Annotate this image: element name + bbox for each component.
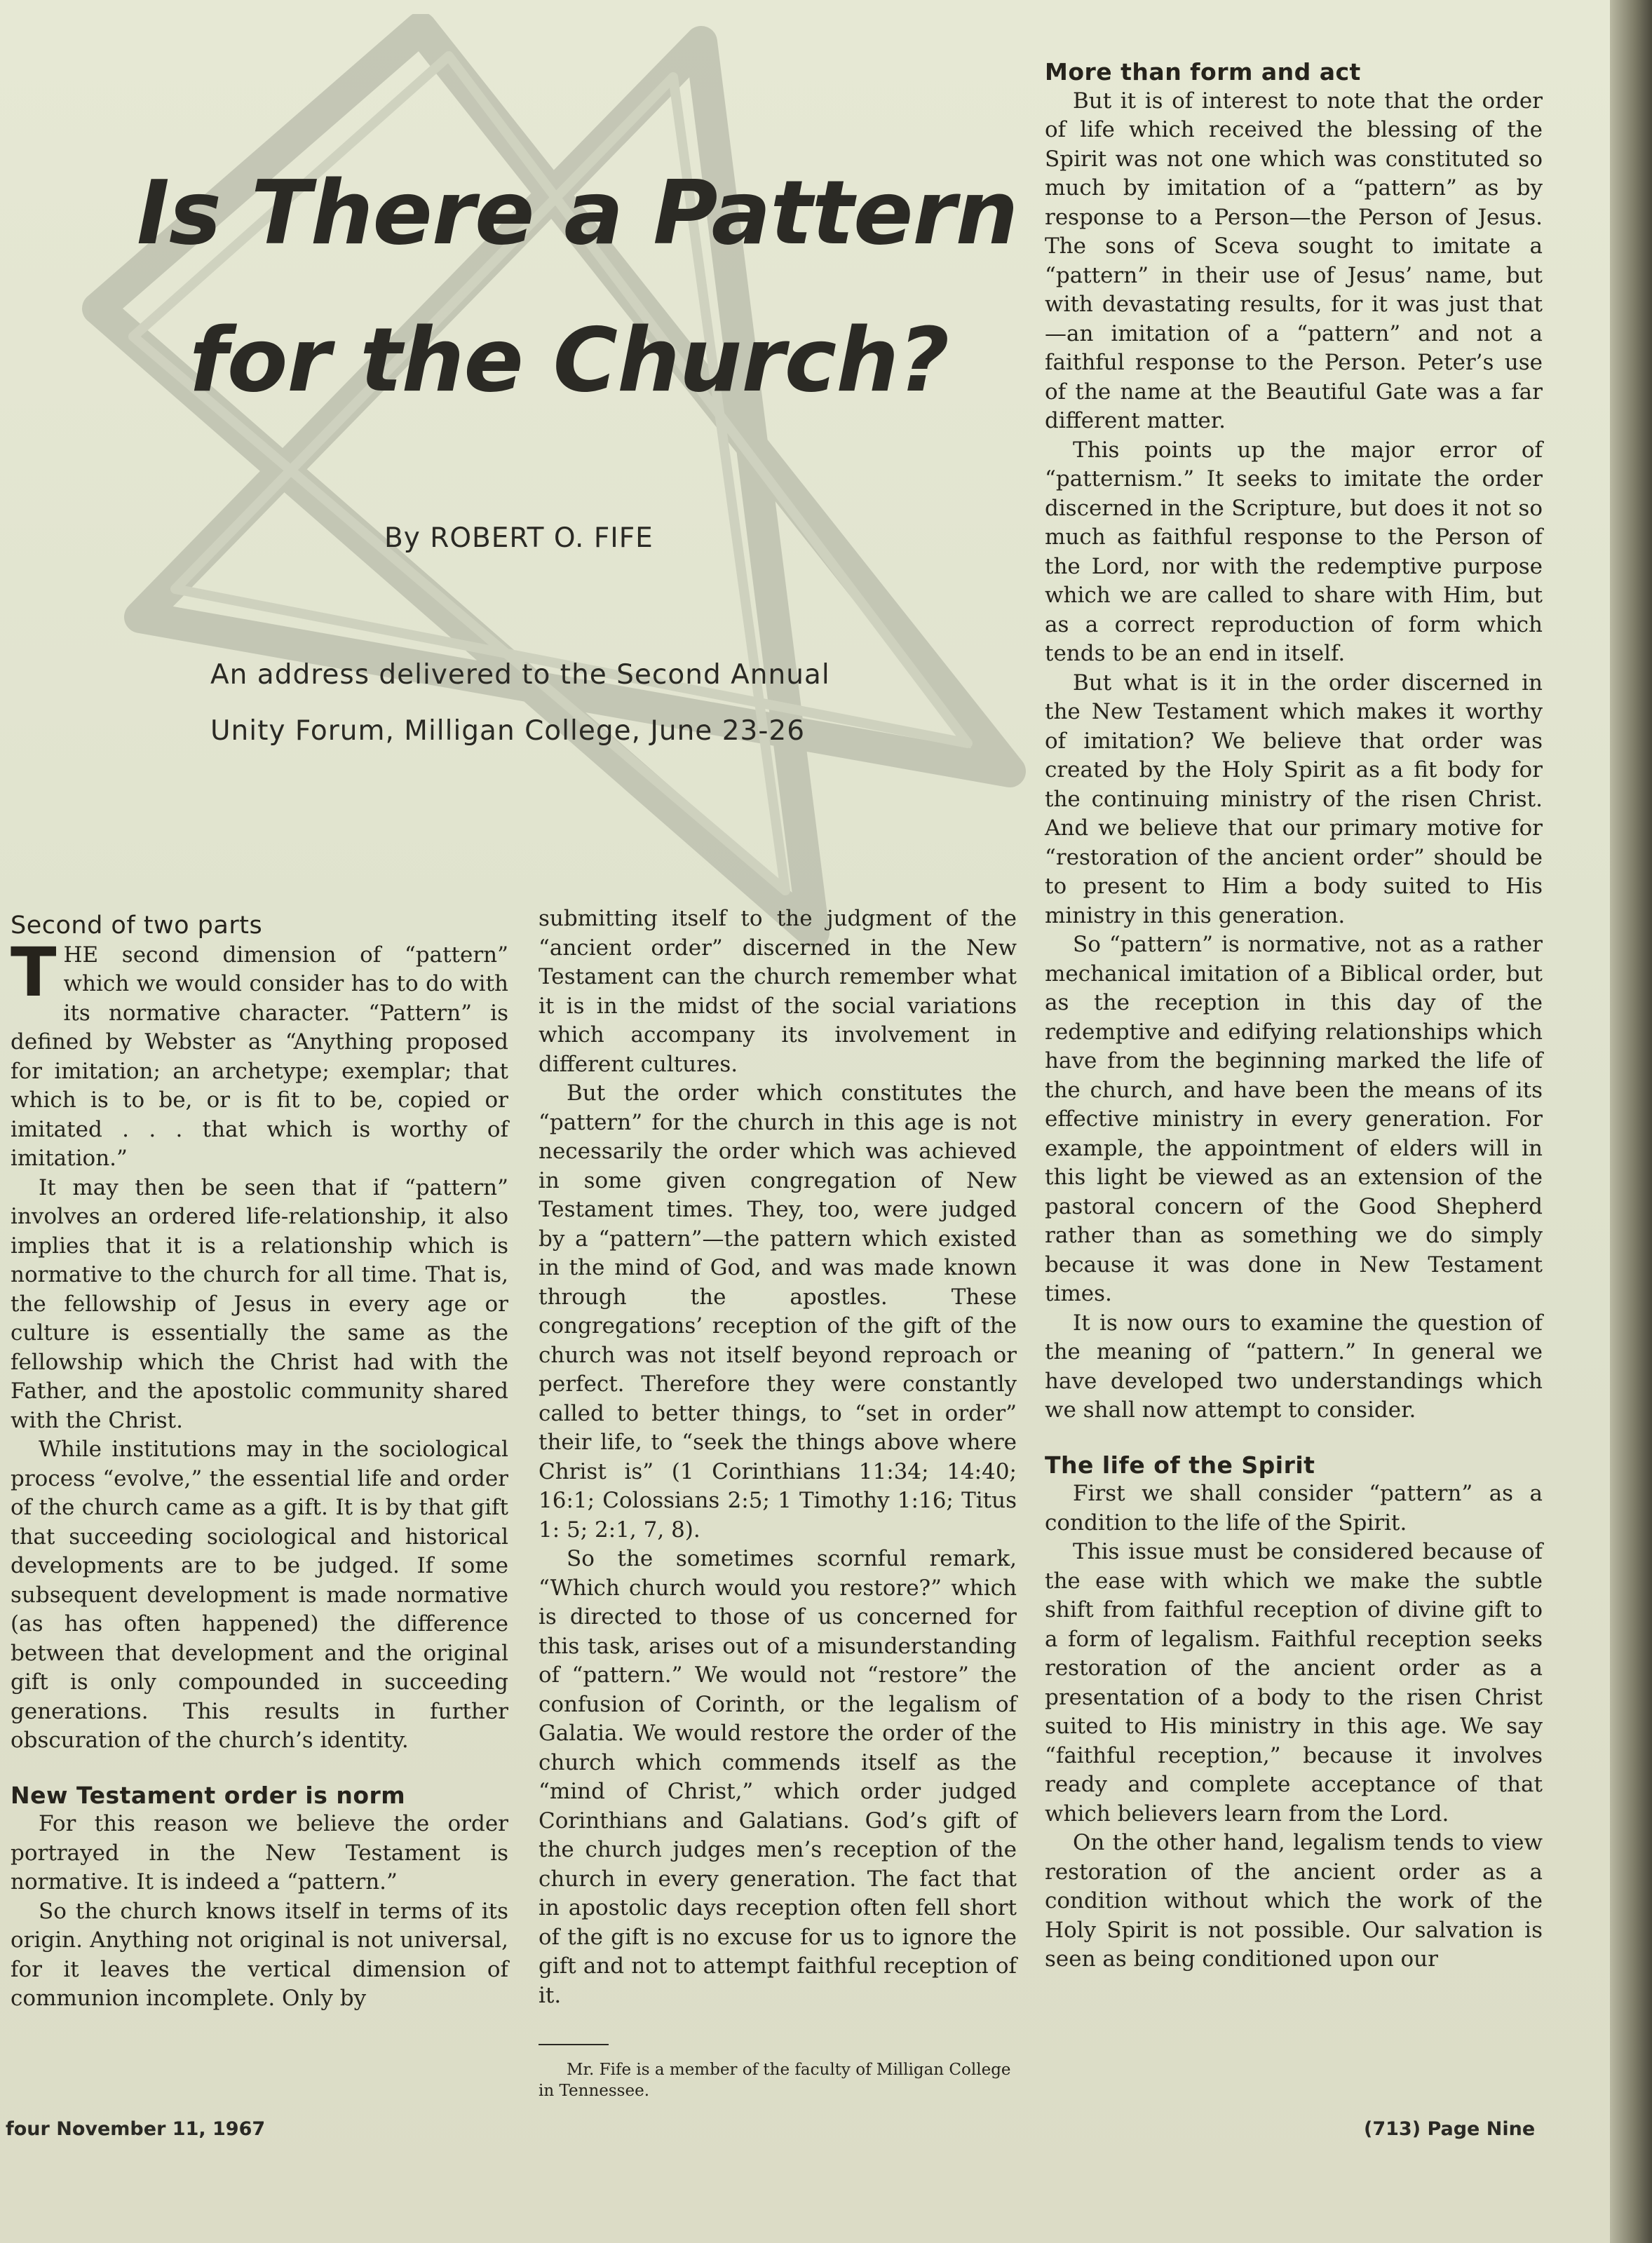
paragraph: So the church knows itself in terms of its origin. Anything not original is not universal, for it leaves the vertical dimension of communion incomplete. Only by (11, 1898, 508, 2011)
column-3 (1045, 57, 1543, 1974)
binding-edge (1610, 0, 1652, 2243)
paragraph: First we shall consider “pattern” as a condition to the life of the Spirit. (1045, 1481, 1543, 1536)
author-footnote: Mr. Fife is a member of the faculty of Milligan College in Tennessee. (539, 2061, 1011, 2100)
paragraph: It is now ours to examine the question of the meaning of “pattern.” In general we have developed two understandings which we shall now attempt to consider. (1045, 1310, 1543, 1423)
paragraph: It may then be seen that if “pattern” involves an ordered life-relationship, it also implies that it is a relationship which is normative to the church for all time. That is, the fellowship of Jesus in every age or culture is essentially the same as the fellowship which the Christ had with the Father, and the apostolic community shared with the Christ. (11, 1174, 508, 1433)
paragraph: But it is of interest to note that the order of life which received the blessing of the Spirit was not one which was constituted so much by imitation of a “pattern” as by response to a Person—the Person of Jesus. The sons of Sceva sought to imitate a “pattern” in their use of Jesus’ name, but with devastating results, for it was just that—an imitation of a “pattern” and not a faithful response to the Person. Peter’s use of the name at the Beautiful Gate was a far different matter. (1045, 88, 1543, 433)
paragraph: But what is it in the order discerned in the New Testament which makes it worthy of imitation? We believe that order was created by the Holy Spirit as a fit body for the continuing ministry of the risen Christ. And we believe that our primary motive for “restoration of the ancient order” should be to present to Him a body suited to His ministry in this generation. (1045, 670, 1543, 928)
byline: By ROBERT O. FIFE (384, 522, 654, 554)
paragraph: This points up the major error of “patternism.” It seeks to imitate the order discerned in the Scripture, but does it not so much as faithful response to the Person of the Lord, nor with the redemptive purpose which we are called to share with Him, but as a correct reproduction of form which tends to be an end in itself. (1045, 437, 1543, 666)
footer-page-number: (713) Page Nine (1364, 2118, 1536, 2140)
paragraph: So “pattern” is normative, not as a rather mechanical imitation of a Biblical order, but as the reception in this day of the redemptive and edifying relationships which have from the beginning marked the life of the church, and have been the means of its effective ministry in every generation. For example, the appointment of elders will in this light be viewed as an extension of the pastoral concern of the Good Shepherd rather than as something we do simply because it was done in New Testament times. (1045, 932, 1543, 1306)
paragraph: For this reason we believe the order portrayed in the New Testament is normative. It is indeed a “pattern.” (11, 1811, 508, 1895)
paragraph: While institutions may in the sociological process “evolve,” the essential life and order of the church came as a gift. It is by that gift that succeeding sociological and historical developments are to be judged. If some subsequent development is made normative (as has often happened) the difference between that development and the original gift is only compounded in succeeding generations. This results in further obscuration of the church’s identity. (11, 1437, 508, 1753)
section-heading: More than form and act (1045, 58, 1361, 86)
footnote-rule (539, 2044, 609, 2045)
paragraph: So the sometimes scornful remark, “Which church would you restore?” which is directed to those of us concerned for this task, arises out of a misunderstanding of “pattern.” We would not “restore” the confusion of Corinth, or the legalism of Galatia. We would restore the order of the church which commends itself as the “mind of Christ,” which order judged Corinthians and Galatians. God’s gift of the church judges men’s reception of the church in every generation. The fact that in apostolic days reception often fell short of the gift is no excuse for us to ignore the gift and not to attempt faithful reception of it. (539, 1546, 1017, 2008)
paragraph (11, 933, 508, 1174)
section-label: Second of two parts (11, 912, 263, 940)
paragraph: This issue must be considered because of the ease with which we make the subtle shift from faithful reception of divine gift to a form of legalism. Faithful reception seeks restoration of the ancient order as a presentation of a body to the risen Christ suited to His ministry in this age. We say “faithful reception,” because it involves ready and complete acceptance of that which believers learn from the Lord. (1045, 1539, 1543, 1827)
footer-date: four November 11, 1967 (6, 2118, 266, 2140)
paragraph: submitting itself to the judgment of the “ancient order” discerned in the New Testament can the church remember what it is in the midst of the social variations which accompany its involvement in different cultures. (539, 906, 1017, 1077)
column-2 (539, 904, 1017, 2101)
article-title-line2: for the Church? (189, 309, 949, 412)
section-heading: New Testament order is norm (11, 1781, 406, 1809)
drop-cap: T (11, 933, 57, 1012)
paragraph: But the order which constitutes the “pattern” for the church in this age is not necessarily the order which was achieved in some given congregation of New Testament times. They, too, were judged by a “pattern”—the pattern which existed in the mind of God, and was made known through the apostles. These congregations’ reception of the gift of the church was not itself beyond reproach or perfect. Therefore they were constantly called to better things, to “set in order” their life, to “seek the things above where Christ is” (1 Corinthians 11:34; 14:40; 16:1; Colossians 2:5; 1 Timothy 1:16; Titus 1: 5; 2:1, 7, 8). (539, 1080, 1017, 1543)
subtitle-line1: An address delivered to the Second Annual (210, 659, 830, 691)
paragraph-text: HE second dimension of “pattern” which we would consider has to do with its normative character. “Pattern” is defined by Webster as “Anything proposed for imitation; an archetype; exemplar; that which is to be, or is fit to be, copied or imitated . . . that which is worthy of imitation.” (11, 942, 508, 1171)
star-decoration (56, 14, 1073, 947)
column-1 (11, 912, 508, 2014)
subtitle-line2: Unity Forum, Milligan College, June 23-26 (210, 715, 806, 747)
paragraph: On the other hand, legalism tends to view restoration of the ancient order as a condition without which the work of the Holy Spirit is not possible. Our salvation is seen as being conditioned upon our (1045, 1830, 1543, 1972)
section-heading: The life of the Spirit (1045, 1451, 1315, 1479)
article-title-line1: Is There a Pattern (137, 161, 1018, 264)
